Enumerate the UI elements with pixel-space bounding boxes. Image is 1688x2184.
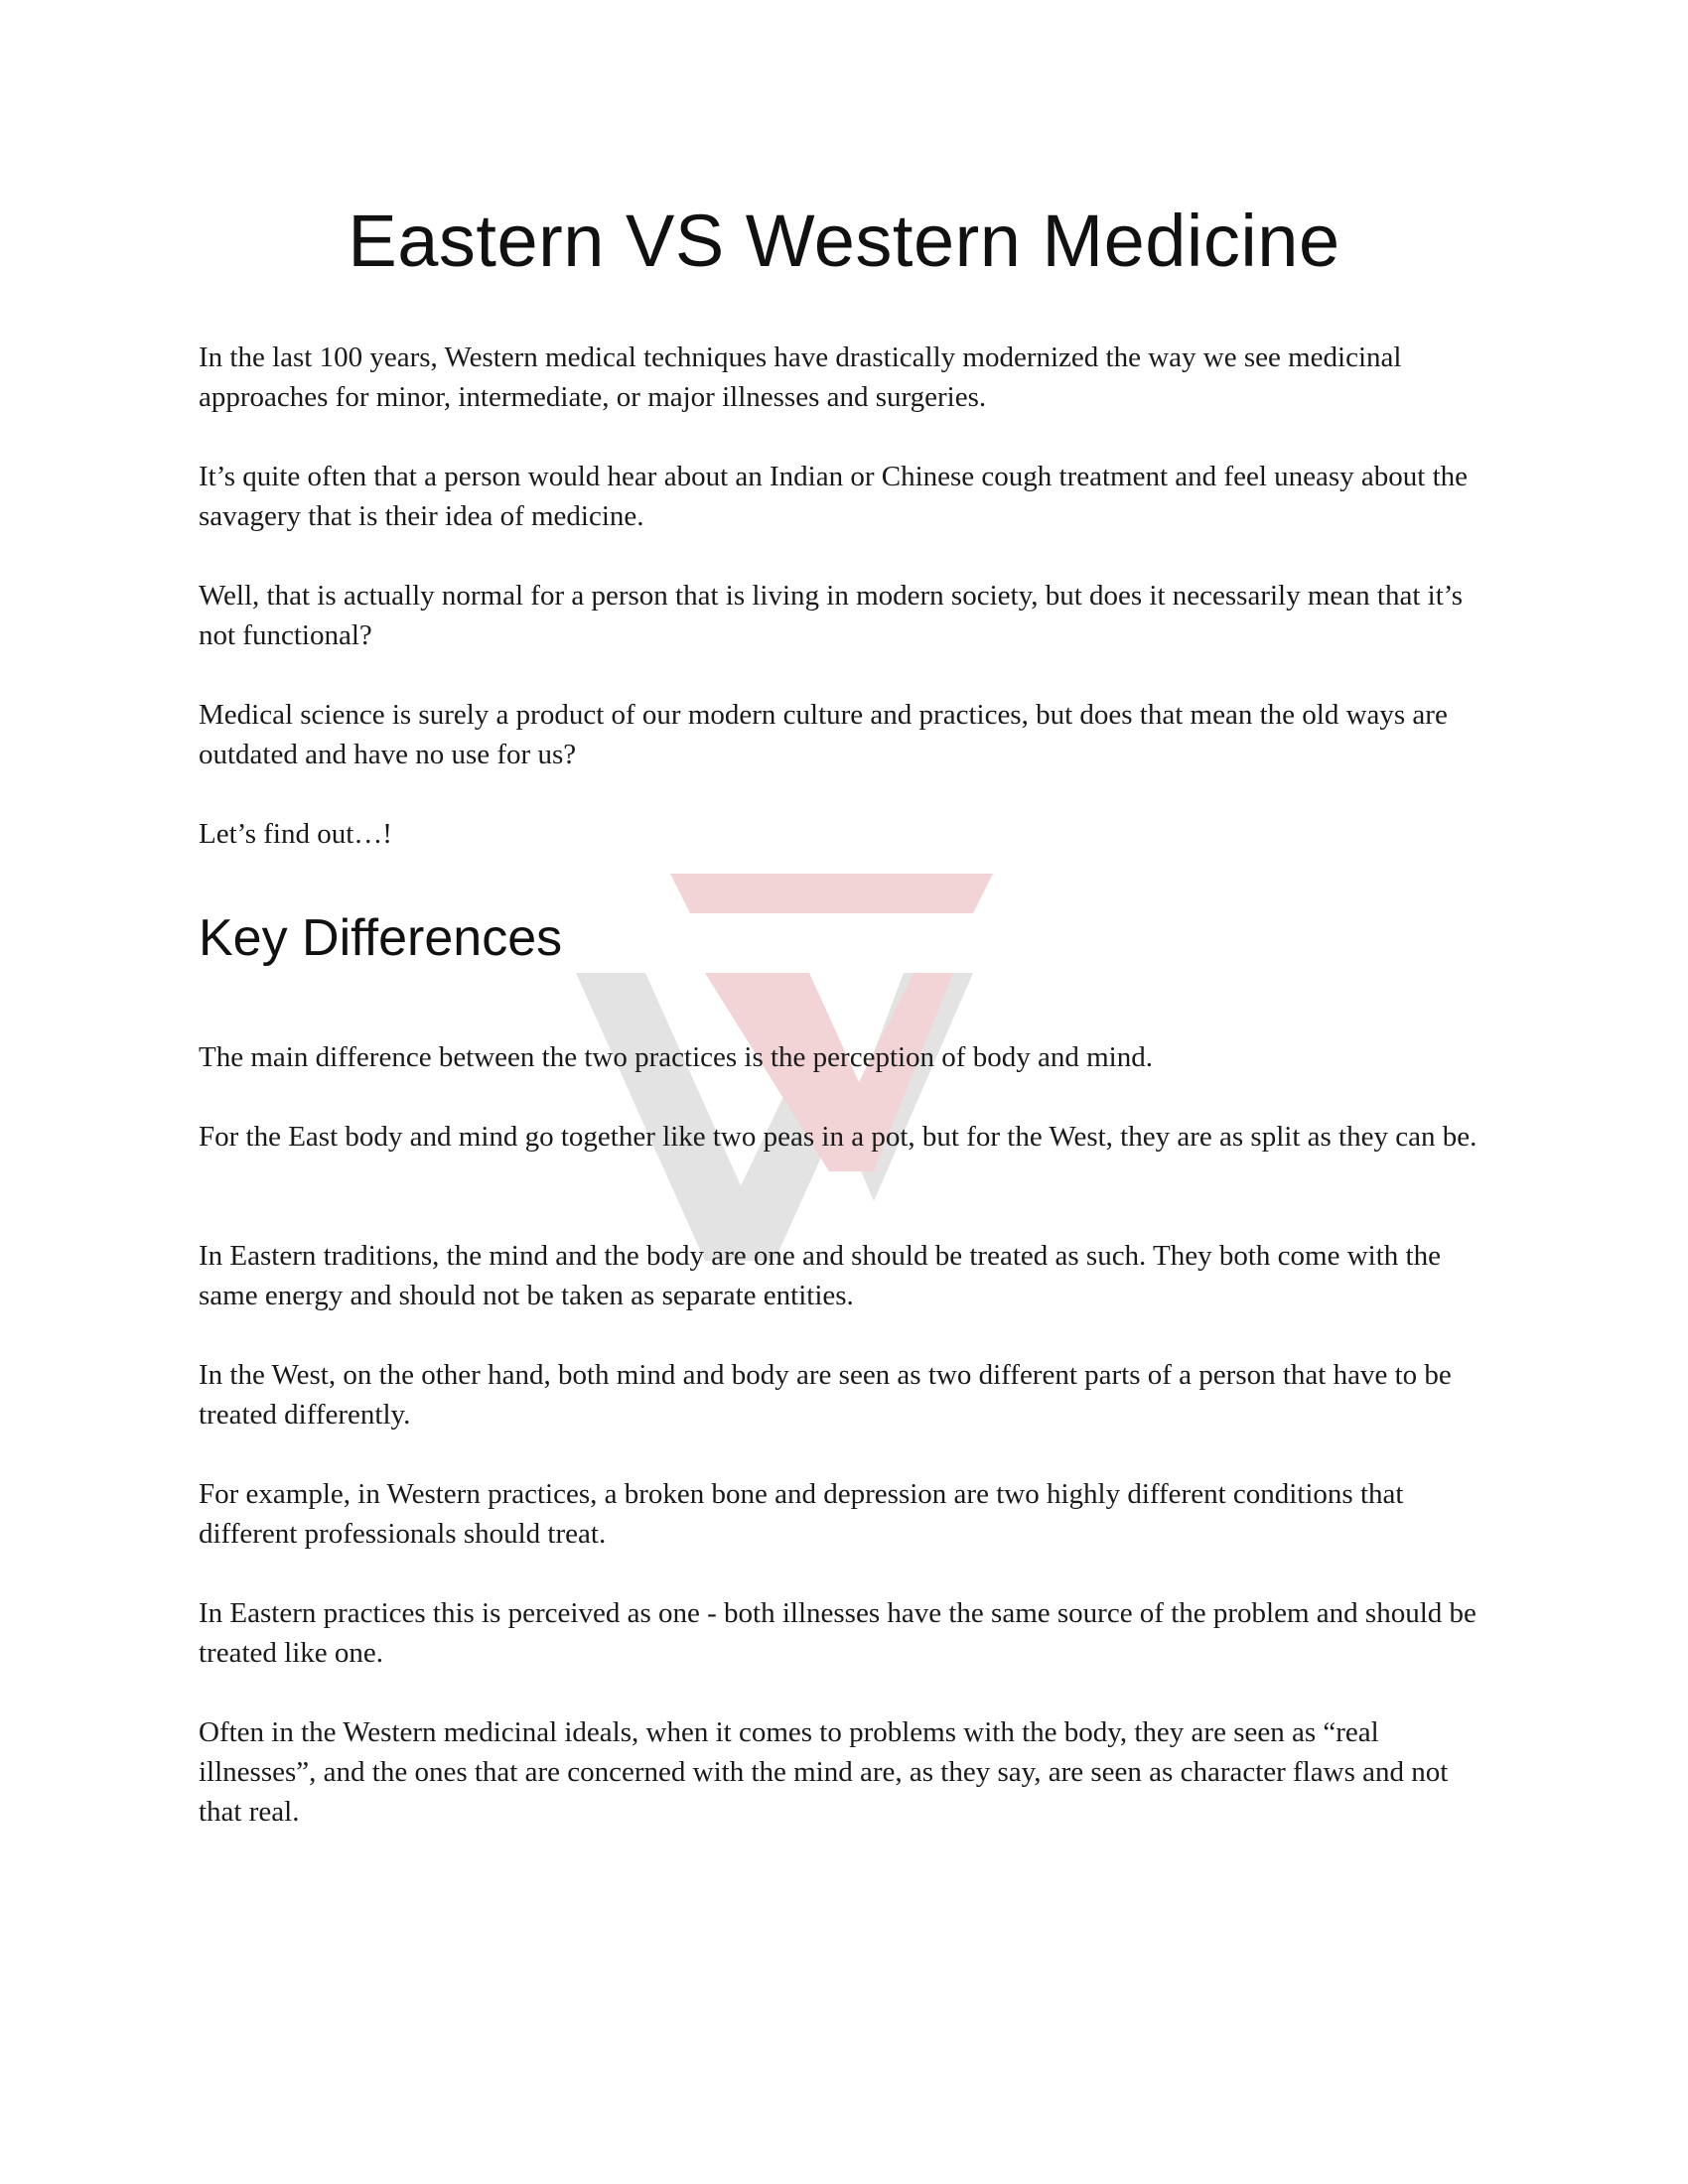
document-title: Eastern VS Western Medicine xyxy=(348,200,1340,282)
intro-paragraph: It’s quite often that a person would hear about an Indian or Chinese cough treatment and feel uneasy about the savagery that is their idea of medicine. xyxy=(199,461,1469,532)
watermark-red-bar xyxy=(670,874,993,913)
intro-paragraph: Well, that is actually normal for a person that is living in modern society, but does it necessarily mean that it’s not functional? xyxy=(199,580,1464,651)
intro-paragraph: In the last 100 years, Western medical techniques have drastically modernized the way we see medicinal approaches for minor, intermediate, or major illnesses and surgeries. xyxy=(199,341,1402,413)
section-paragraph: Often in the Western medicinal ideals, when it comes to problems with the body, they are seen as “real illnesses”, and the ones that are concerned with the mind are, as they say, are seen as character flaws and not that real. xyxy=(199,1716,1449,1828)
intro-paragraph: Let’s find out…! xyxy=(199,818,392,850)
section-paragraph: In the West, on the other hand, both mind and body are seen as two different parts of a person that have to be treated differently. xyxy=(199,1359,1452,1431)
section-heading: Key Differences xyxy=(199,909,563,967)
section-paragraph: For the East body and mind go together like two peas in a pot, but for the West, they are as split as they can be. xyxy=(199,1121,1477,1153)
intro-paragraph: Medical science is surely a product of our modern culture and practices, but does that mean the old ways are outdated and have no use for us? xyxy=(199,699,1448,770)
section-paragraph: In Eastern practices this is perceived as one - both illnesses have the same source of the problem and should be treated like one. xyxy=(199,1597,1477,1669)
section-paragraph: The main difference between the two practices is the perception of body and mind. xyxy=(199,1041,1153,1073)
section-paragraph: For example, in Western practices, a broken bone and depression are two highly different conditions that different professionals should treat. xyxy=(199,1478,1404,1550)
section-paragraph: In Eastern traditions, the mind and the body are one and should be treated as such. They both come with the same energy and should not be taken as separate entities. xyxy=(199,1240,1441,1311)
logo-watermark-icon xyxy=(576,874,1092,1291)
